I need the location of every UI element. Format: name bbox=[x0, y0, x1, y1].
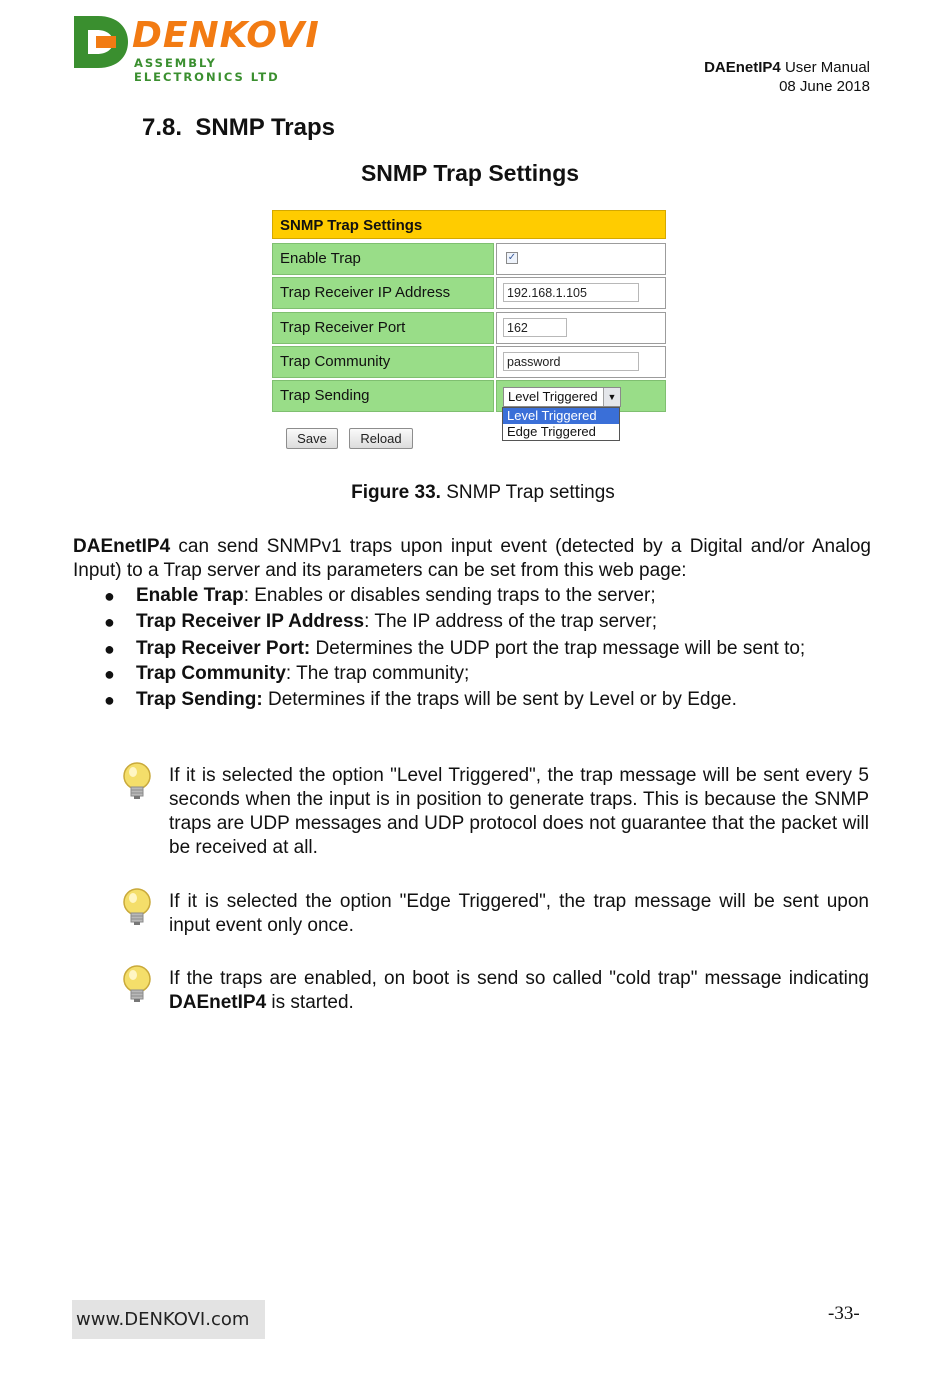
table-header: SNMP Trap Settings bbox=[272, 210, 666, 239]
list-desc: : Enables or disables sending traps to the server; bbox=[243, 585, 656, 606]
logo-name: DENKOVI bbox=[132, 15, 320, 56]
logo-d-mark-icon bbox=[72, 14, 130, 70]
tip3-pre: If the traps are enabled, on boot is send so called "cold trap" message indicating bbox=[169, 968, 869, 989]
row-label-ip: Trap Receiver IP Address bbox=[272, 277, 494, 309]
tip-text bbox=[169, 967, 869, 1015]
caption-number: Figure 33. bbox=[351, 482, 441, 503]
list-term: Trap Community bbox=[136, 663, 286, 684]
company-logo bbox=[72, 14, 328, 84]
tip-text: If it is selected the option "Edge Triggered", the trap message will be sent upon input event only once. bbox=[169, 891, 869, 936]
list-item bbox=[100, 609, 871, 635]
list-term: Trap Receiver Port: bbox=[136, 638, 311, 659]
enable-trap-checkbox[interactable]: ✓ bbox=[507, 252, 517, 263]
row-label-enable-trap: Enable Trap bbox=[272, 243, 494, 275]
header-manual-label: User Manual bbox=[784, 59, 870, 76]
list-desc: : The IP address of the trap server; bbox=[364, 611, 658, 632]
option-level-triggered[interactable]: Level Triggered bbox=[503, 408, 619, 424]
caption-text: SNMP Trap settings bbox=[440, 482, 615, 503]
option-edge-triggered[interactable]: Edge Triggered bbox=[507, 424, 596, 439]
lightbulb-icon bbox=[120, 762, 154, 802]
section-number: 7.8. bbox=[142, 114, 183, 141]
intro-product: DAEnetIP4 bbox=[73, 536, 171, 557]
intro-paragraph bbox=[73, 535, 871, 583]
header-date: 08 June 2018 bbox=[779, 78, 870, 95]
list-item bbox=[100, 661, 871, 687]
list-desc: Determines the UDP port the trap message will be sent to; bbox=[310, 638, 806, 659]
row-label-community: Trap Community bbox=[272, 346, 494, 378]
parameter-list bbox=[100, 583, 871, 713]
header-product: DAEnetIP4 bbox=[704, 59, 781, 76]
row-label-port: Trap Receiver Port bbox=[272, 312, 494, 344]
tip3-post: is started. bbox=[266, 992, 354, 1013]
row-value-ip bbox=[496, 277, 666, 309]
bullet-dot: ● bbox=[104, 639, 115, 659]
ip-address-input[interactable]: 192.168.1.105 bbox=[503, 283, 639, 302]
intro-text: can send SNMPv1 traps upon input event (detected by a Digital and/or Analog Input) to a Trap server and its parameters can be set from this web page: bbox=[73, 536, 871, 581]
list-term: Trap Receiver IP Address bbox=[136, 611, 365, 632]
community-input[interactable]: password bbox=[503, 352, 639, 371]
port-input[interactable]: 162 bbox=[503, 318, 567, 337]
row-value-community bbox=[496, 346, 666, 378]
document-header bbox=[704, 58, 870, 96]
list-desc: : The trap community; bbox=[285, 663, 470, 684]
bullet-dot: ● bbox=[104, 586, 115, 606]
list-term: Enable Trap bbox=[136, 585, 244, 606]
page-number: -33- bbox=[828, 1303, 860, 1324]
bullet-dot: ● bbox=[104, 690, 115, 710]
list-term: Trap Sending: bbox=[136, 689, 263, 710]
footer-website: www.DENKOVI.com bbox=[72, 1300, 265, 1339]
trap-sending-selected: Level Triggered bbox=[508, 389, 598, 404]
bullet-dot: ● bbox=[104, 664, 115, 684]
trap-sending-dropdown bbox=[502, 407, 620, 441]
bullet-dot: ● bbox=[104, 612, 115, 632]
figure-caption bbox=[0, 482, 950, 504]
figure-heading: SNMP Trap Settings bbox=[360, 160, 580, 186]
list-item bbox=[100, 687, 871, 713]
list-desc: Determines if the traps will be sent by Level or by Edge. bbox=[262, 689, 737, 710]
row-label-sending: Trap Sending bbox=[272, 380, 494, 412]
lightbulb-icon bbox=[120, 888, 154, 928]
row-value-enable-trap bbox=[496, 243, 666, 275]
reload-button[interactable]: Reload bbox=[349, 428, 413, 449]
save-button[interactable]: Save bbox=[286, 428, 338, 449]
section-title-text: SNMP Traps bbox=[195, 114, 335, 141]
list-item bbox=[100, 583, 871, 609]
lightbulb-icon bbox=[120, 965, 154, 1005]
row-value-port bbox=[496, 312, 666, 344]
trap-sending-select[interactable] bbox=[503, 387, 621, 407]
tip3-product: DAEnetIP4 bbox=[169, 992, 267, 1013]
logo-tagline: ASSEMBLY ELECTRONICS LTD bbox=[134, 56, 280, 84]
tip-text: If it is selected the option "Level Triggered", the trap message will be sent every 5 seconds when the input is in position to generate traps. This is because the SNMP traps are UDP messages and UDP protocol does not guarantee that the packet will be received at all. bbox=[169, 765, 869, 858]
section-title bbox=[142, 114, 335, 142]
chevron-down-icon[interactable]: ▼ bbox=[603, 388, 620, 406]
manual-title bbox=[704, 58, 870, 77]
list-item bbox=[100, 637, 871, 661]
